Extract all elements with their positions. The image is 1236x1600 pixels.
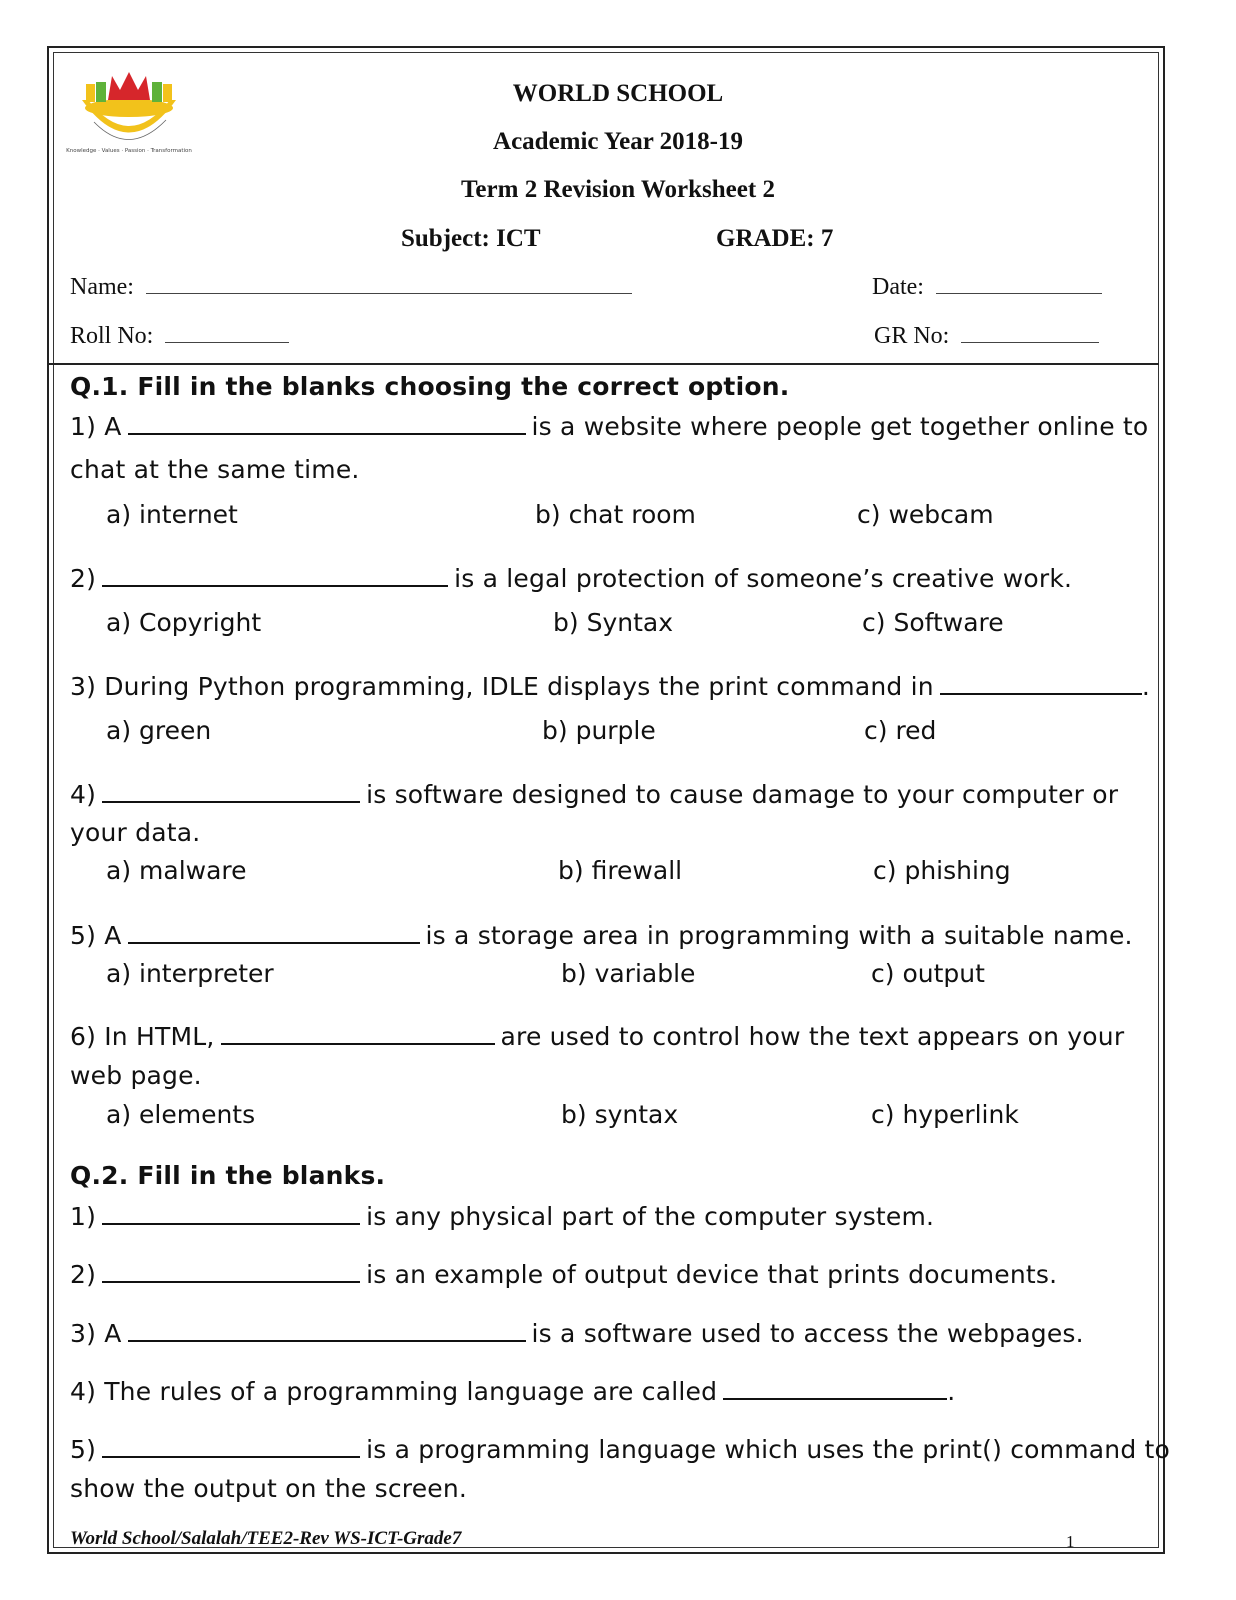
q1-item-6	[70, 1021, 1124, 1051]
q2-3-pre: 3) A	[70, 1319, 122, 1348]
q2-item-5-line2: show the output on the screen.	[70, 1474, 468, 1503]
q1-item-1-line2: chat at the same time.	[70, 455, 360, 484]
q2-item-3	[70, 1318, 1084, 1348]
q1-item-6-line2: web page.	[70, 1061, 202, 1090]
q1-1-pre: 1) A	[70, 412, 122, 441]
header-separator	[47, 363, 1159, 365]
q1-3-pre: 3) During Python programming, IDLE displays the print command in	[70, 672, 934, 701]
q2-4-post: .	[947, 1377, 956, 1406]
q1-2-option-a[interactable]: a) Copyright	[106, 608, 262, 637]
q1-5-option-c[interactable]: c) output	[871, 959, 985, 988]
answer-blank[interactable]	[128, 1318, 526, 1342]
answer-blank[interactable]	[128, 411, 526, 435]
q2-1-post: is any physical part of the computer system.	[366, 1202, 935, 1231]
q2-item-5	[70, 1434, 1170, 1464]
q1-6-option-a[interactable]: a) elements	[106, 1100, 256, 1129]
q1-3-option-c[interactable]: c) red	[864, 716, 937, 745]
worksheet-title: Term 2 Revision Worksheet 2	[461, 176, 775, 203]
q1-5-post: is a storage area in programming with a suitable name.	[425, 921, 1133, 950]
q1-1-option-b[interactable]: b) chat room	[535, 500, 696, 529]
q2-5-post: is a programming language which uses the print() command to	[366, 1435, 1171, 1464]
q1-2-option-c[interactable]: c) Software	[862, 608, 1004, 637]
q1-5-pre: 5) A	[70, 921, 122, 950]
gr-field[interactable]	[874, 322, 1099, 350]
answer-blank[interactable]	[128, 920, 420, 944]
date-line	[936, 273, 1102, 294]
answer-blank[interactable]	[221, 1021, 495, 1045]
gr-line	[961, 322, 1099, 343]
academic-year: Academic Year 2018-19	[493, 128, 743, 155]
q1-5-option-b[interactable]: b) variable	[561, 959, 696, 988]
gr-label: GR No:	[874, 323, 950, 349]
q1-4-option-c[interactable]: c) phishing	[873, 856, 1011, 885]
answer-blank[interactable]	[102, 563, 448, 587]
q1-6-post: are used to control how the text appears on your	[500, 1022, 1125, 1051]
q1-item-5	[70, 920, 1133, 950]
roll-field[interactable]	[70, 322, 289, 350]
q1-1-option-a[interactable]: a) internet	[106, 500, 238, 529]
q2-item-2	[70, 1259, 1057, 1289]
q2-2-post: is an example of output device that prints documents.	[366, 1260, 1058, 1289]
q2-4-pre: 4) The rules of a programming language are called	[70, 1377, 718, 1406]
q1-item-4	[70, 779, 1118, 809]
q2-item-1	[70, 1201, 934, 1231]
q1-6-option-c[interactable]: c) hyperlink	[871, 1100, 1019, 1129]
answer-blank[interactable]	[102, 779, 360, 803]
q1-5-option-a[interactable]: a) interpreter	[106, 959, 274, 988]
subject-label: Subject: ICT	[401, 225, 541, 252]
date-label: Date:	[872, 274, 924, 300]
q1-6-option-b[interactable]: b) syntax	[561, 1100, 679, 1129]
q1-1-option-c[interactable]: c) webcam	[857, 500, 994, 529]
answer-blank[interactable]	[940, 671, 1142, 695]
q1-2-pre: 2)	[70, 564, 97, 593]
roll-label: Roll No:	[70, 323, 154, 349]
logo-motto: Knowledge · Values · Passion · Transformation	[66, 148, 192, 154]
name-field[interactable]	[70, 273, 632, 301]
q1-2-option-b[interactable]: b) Syntax	[553, 608, 673, 637]
q1-item-4-line2: your data.	[70, 818, 201, 847]
name-line	[146, 273, 632, 294]
answer-blank[interactable]	[102, 1434, 360, 1458]
q1-6-pre: 6) In HTML,	[70, 1022, 215, 1051]
q1-3-option-a[interactable]: a) green	[106, 716, 212, 745]
page-number: 1	[1066, 1532, 1075, 1551]
q2-item-4	[70, 1376, 955, 1406]
name-label: Name:	[70, 274, 134, 300]
q1-3-option-b[interactable]: b) purple	[542, 716, 656, 745]
q2-5-pre: 5)	[70, 1435, 97, 1464]
q1-heading: Q.1. Fill in the blanks choosing the correct option.	[70, 372, 790, 401]
q1-4-option-b[interactable]: b) firewall	[558, 856, 683, 885]
q2-heading: Q.2. Fill in the blanks.	[70, 1161, 386, 1190]
answer-blank[interactable]	[102, 1201, 360, 1225]
grade-label: GRADE: 7	[716, 225, 834, 252]
q1-item-1	[70, 411, 1148, 441]
answer-blank[interactable]	[723, 1376, 947, 1400]
q1-item-3	[70, 671, 1150, 701]
q1-item-2	[70, 563, 1072, 593]
school-name: WORLD SCHOOL	[512, 80, 724, 107]
q2-2-pre: 2)	[70, 1260, 97, 1289]
footer-text: World School/Salalah/TEE2-Rev WS-ICT-Grade7	[70, 1528, 462, 1549]
q1-1-post: is a website where people get together online to	[531, 412, 1149, 441]
roll-line	[165, 322, 289, 343]
q1-4-pre: 4)	[70, 780, 97, 809]
q1-4-option-a[interactable]: a) malware	[106, 856, 247, 885]
q1-4-post: is software designed to cause damage to your computer or	[366, 780, 1119, 809]
q2-3-post: is a software used to access the webpages.	[531, 1319, 1084, 1348]
q1-2-post: is a legal protection of someone’s creative work.	[454, 564, 1073, 593]
date-field[interactable]	[872, 273, 1102, 301]
answer-blank[interactable]	[102, 1259, 360, 1283]
q1-3-post: .	[1141, 672, 1150, 701]
q2-1-pre: 1)	[70, 1202, 97, 1231]
